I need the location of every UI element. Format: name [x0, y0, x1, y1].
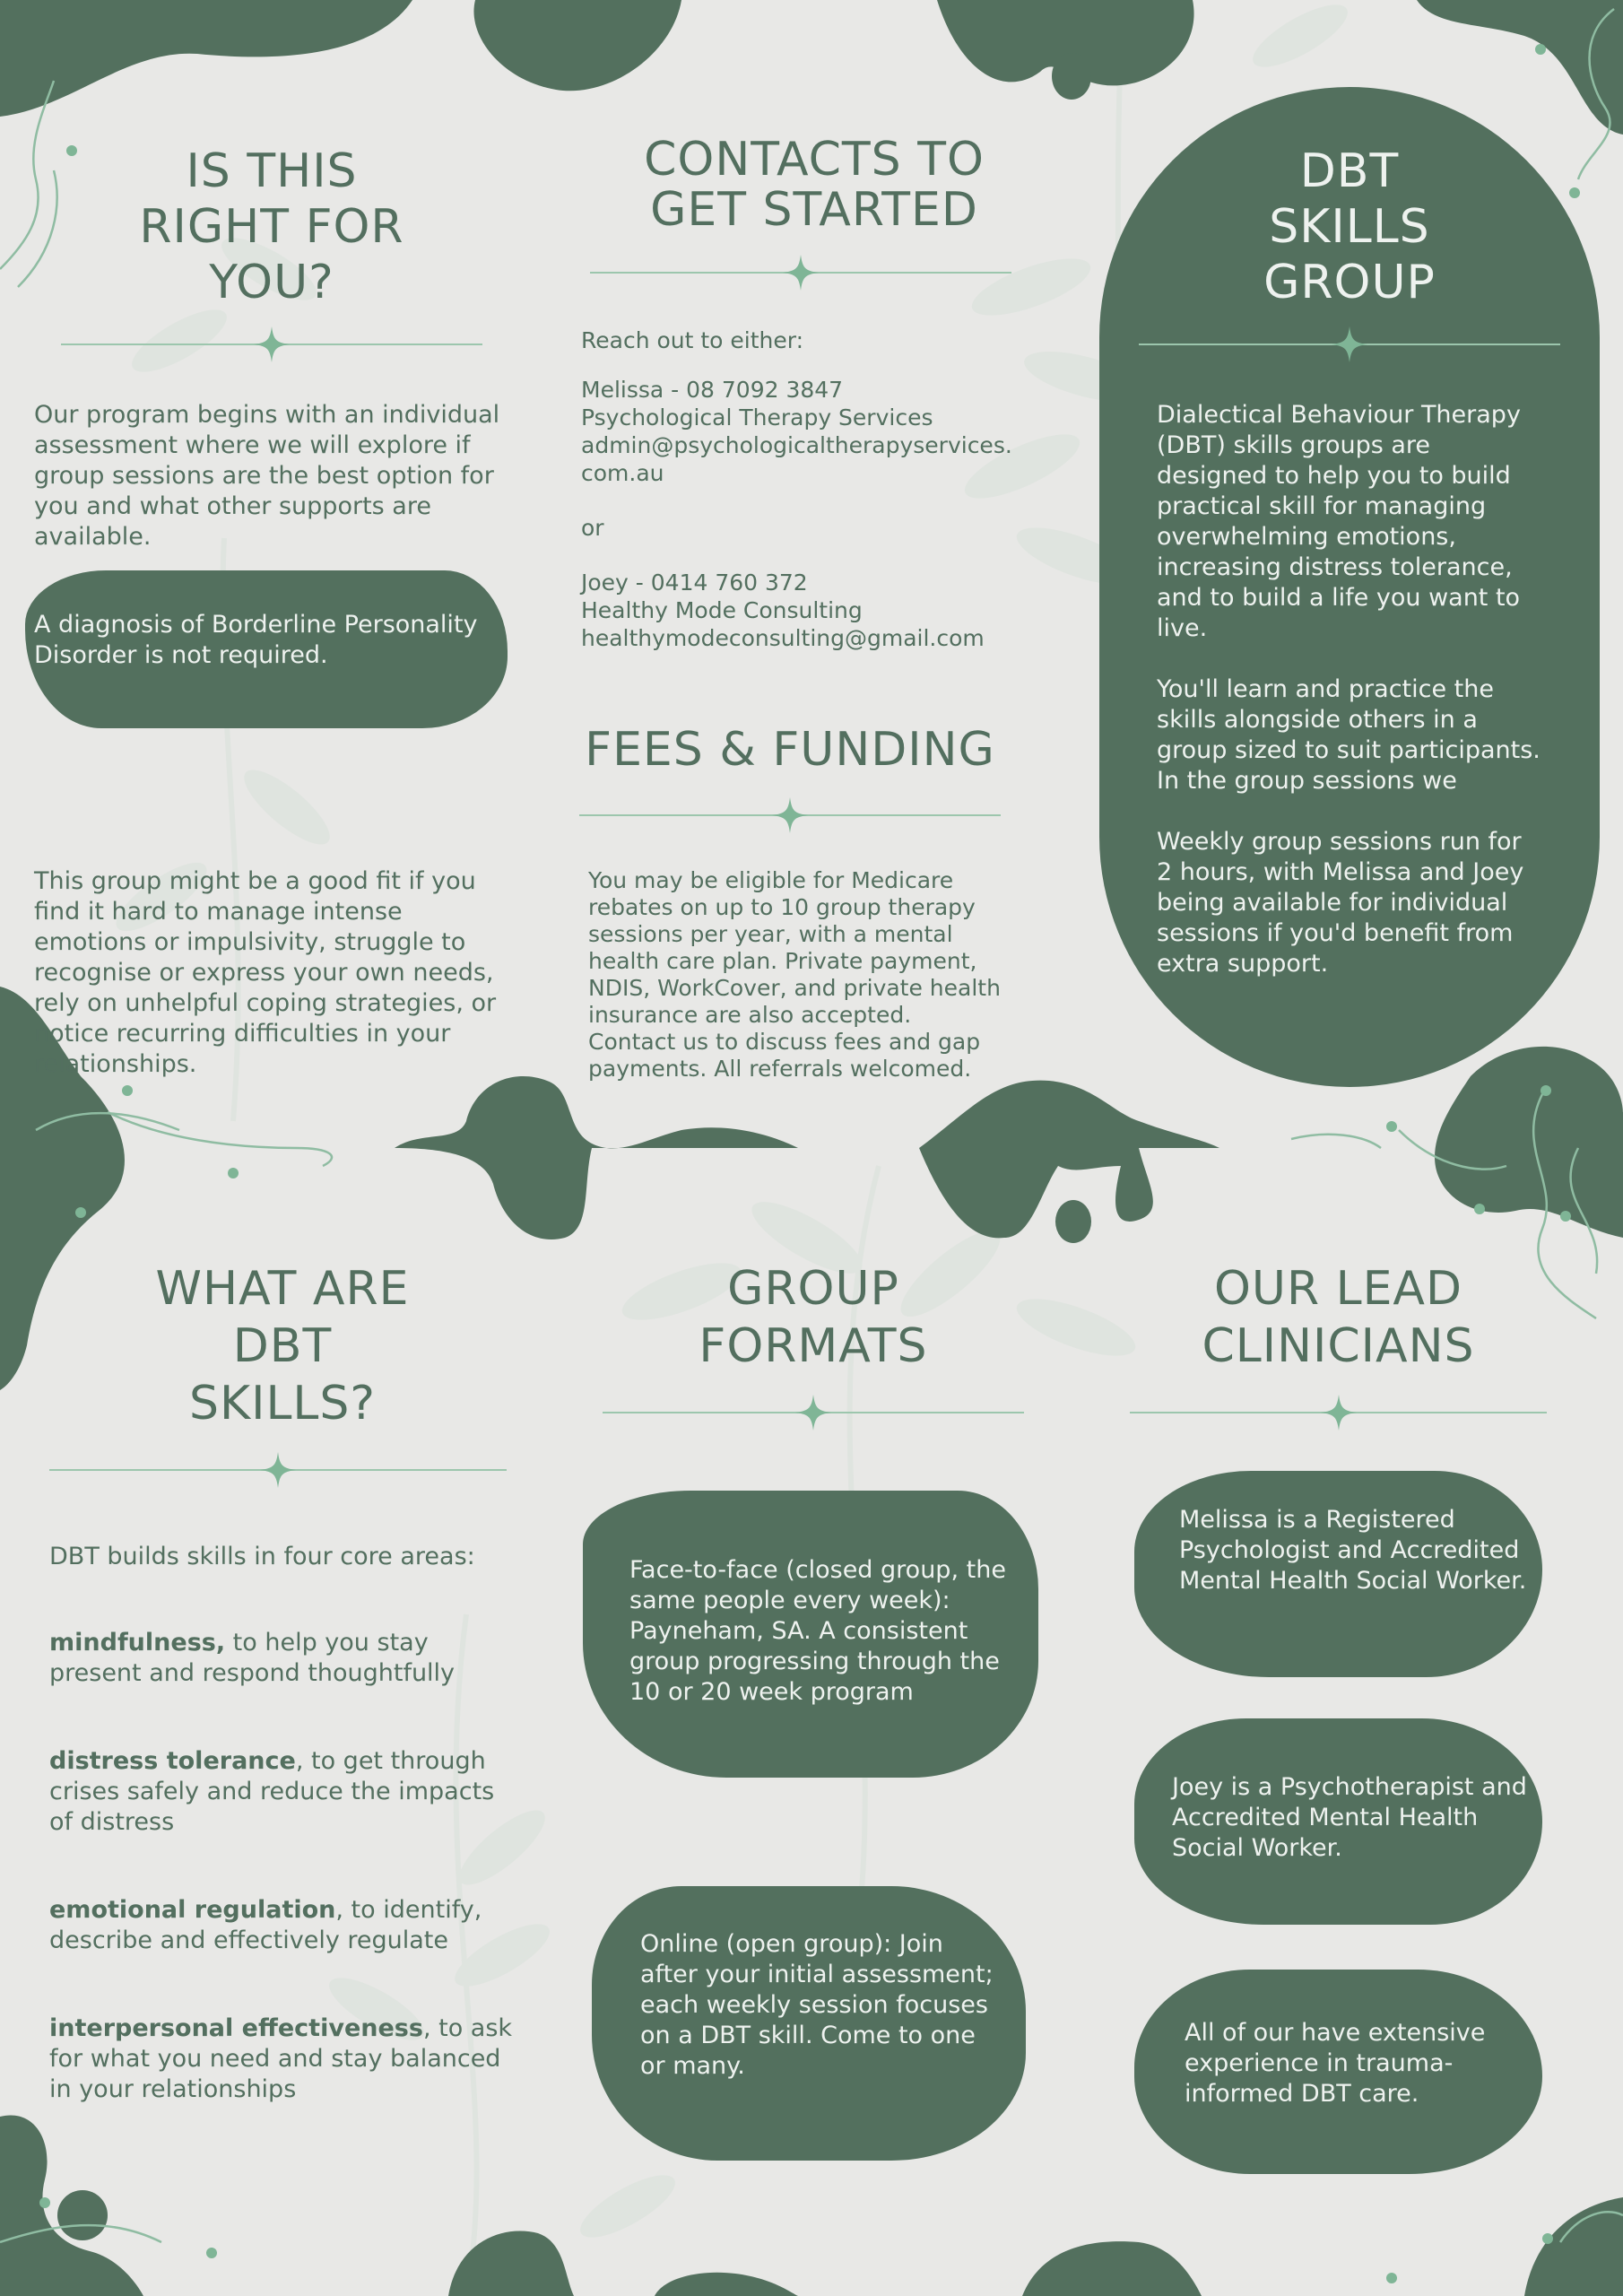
clinician-joey: Joey is a Psychotherapist and Accredited Mental Health Social Worker. — [1134, 1718, 1542, 1925]
section-divider — [579, 797, 1001, 833]
or-text: or — [581, 515, 604, 541]
sparkle-icon — [783, 255, 819, 291]
skill-item: mindfulness, to help you stay present and respond thoughtfully — [49, 1629, 456, 1687]
sparkle-icon — [1321, 1395, 1357, 1431]
sparkle-icon — [260, 1452, 296, 1488]
skill-item: emotional regulation, to identify, describe and effectively regulate — [49, 1896, 482, 1954]
cover-sessions: Weekly group sessions run for 2 hours, with Melissa and Joey being available for individual sessions if you'd benefit from extra support. — [1157, 828, 1524, 978]
contact-joey-phone: Joey - 0414 760 372 — [581, 570, 808, 596]
intro-text: Our program begins with an individual assessment where we will explore if group sessions are the best option for you and what other supports are available. — [34, 401, 500, 551]
reach-out-text: Reach out to either: — [581, 327, 804, 353]
section-divider — [1130, 1395, 1547, 1431]
sparkle-icon — [772, 797, 808, 833]
contact-melissa-phone: Melissa - 08 7092 3847 — [581, 377, 844, 403]
cover-practice: You'll learn and practice the skills alongside others in a group sized to suit participants. In the group sessions we — [1157, 675, 1541, 795]
online-format: Online (open group): Join after your initial assessment; each weekly session focuses on a DBT skill. Come to one or many. — [592, 1886, 1026, 2161]
skills-intro: DBT builds skills in four core areas: — [49, 1543, 475, 1570]
panel-heading: GROUP FORMATS — [699, 1262, 928, 1373]
contact-joey-org: Healthy Mode Consulting — [581, 597, 863, 623]
cover-title: DBT SKILLS GROUP — [1263, 144, 1436, 309]
skill-item: distress tolerance, to get through crises safely and reduce the impacts of distress — [49, 1747, 495, 1836]
clinician-melissa: Melissa is a Registered Psychologist and Accredited Mental Health Social Worker. — [1134, 1471, 1542, 1677]
panel-heading: OUR LEAD CLINICIANS — [1202, 1262, 1475, 1373]
section-divider — [603, 1395, 1024, 1431]
sparkle-icon — [795, 1395, 831, 1431]
fees-text: You may be eligible for Medicare rebates on up to 10 group therapy sessions per year, with a mental health care plan. Private payment, NDIS, WorkCover, and private health insurance are also accepted. Contact us to discuss fees and gap payments. All referrals welcomed. — [588, 867, 1001, 1082]
contacts-block — [581, 326, 1047, 652]
clinician-team: All of our have extensive experience in trauma-informed DBT care. — [1134, 1970, 1542, 2174]
panel-formats — [603, 1260, 1024, 1431]
panel-skills — [49, 1260, 516, 2105]
fit-text: This group might be a good fit if you find it hard to manage intense emotions or impulsivity, struggle to recognise or express your own needs, rely on unhelpful coping strategies, or notice recurring difficulties in your relationships. — [34, 867, 497, 1078]
section-divider — [61, 326, 482, 362]
skill-item: interpersonal effectiveness, to ask for what you need and stay balanced in your relationships — [49, 2014, 513, 2103]
panel-heading: WHAT ARE DBT SKILLS? — [155, 1262, 410, 1431]
section-divider — [590, 255, 1011, 291]
section-divider — [1139, 326, 1560, 362]
panel-heading: FEES & FUNDING — [585, 723, 995, 777]
section-divider — [49, 1452, 507, 1488]
panel-cover — [1139, 144, 1560, 979]
sparkle-icon — [254, 326, 290, 362]
contact-melissa-email-cont[interactable]: com.au — [581, 460, 664, 486]
contact-melissa-email[interactable]: admin@psychologicaltherapyservices. — [581, 432, 1012, 458]
panel-heading: CONTACTS TO GET STARTED — [644, 133, 985, 237]
panel-clinicians — [1130, 1260, 1547, 1431]
panel-contacts — [581, 135, 1047, 652]
contact-joey-email[interactable]: healthymodeconsulting@gmail.com — [581, 625, 985, 651]
sparkle-icon — [1332, 326, 1367, 362]
contact-melissa-org: Psychological Therapy Services — [581, 404, 933, 430]
cover-intro: Dialectical Behaviour Therapy (DBT) skills groups are designed to help you to build practical skill for managing overwhelming emotions, increasing distress tolerance, and to build a life you want to live. — [1157, 401, 1521, 642]
panel-heading: IS THIS RIGHT FOR YOU? — [139, 144, 404, 309]
panel-fees — [579, 722, 1001, 1083]
diagnosis-callout: A diagnosis of Borderline Personality Disorder is not required. — [25, 570, 508, 728]
face-to-face-format: Face-to-face (closed group, the same people every week): Payneham, SA. A consistent group progressing through the 10 or 20 week program — [583, 1491, 1038, 1778]
